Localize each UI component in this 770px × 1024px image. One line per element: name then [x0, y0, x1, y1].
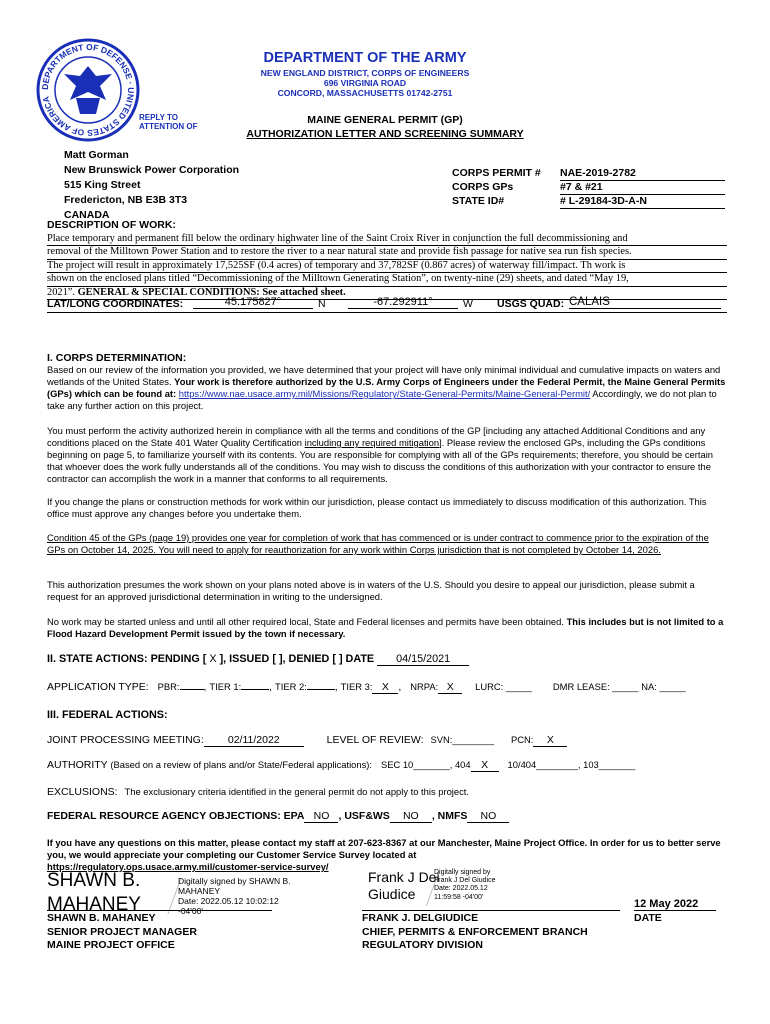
digital-signature-delgiudice: Digitally signed by Frank J Del Giudice Date: 2022.05.12 11:59:58 -04'00'	[434, 869, 496, 901]
determination-para3: If you change the plans or construction methods for work within our jurisdiction, please contact us immediately to discuss modification of this authorization. This office must approve any changes before you undertake them.	[47, 496, 707, 519]
gp-link[interactable]: https://www.nae.usace.army.mil/Missions/Regulatory/State-General-Permits/Maine-General-Permit/	[178, 388, 591, 399]
signer1-block: SHAWN B. MAHANEY SENIOR PROJECT MANAGER MAINE PROJECT OFFICE	[47, 912, 197, 951]
contact-para: If you have any questions on this matter, please contact my staff at 207-623-8367 at our Manchester, Maine Project Office. In order for us to better serve you, we would appreciate your completing our Customer Service Survey located at https://regulatory.ops.usace.army.mil/customer-service-survey/	[47, 837, 721, 872]
corps-determination-heading: I. CORPS DETERMINATION:	[47, 352, 187, 364]
nrpa-mark: X	[438, 681, 462, 694]
pending-mark: X	[209, 653, 217, 665]
description-heading: DESCRIPTION OF WORK:	[47, 219, 176, 231]
permit-number: NAE-2019-2782	[560, 167, 725, 181]
agency-objections-row: FEDERAL RESOURCE AGENCY OBJECTIONS: EPA NO , USF&WS NO , NMFS NO	[47, 810, 509, 823]
determination-para2: You must perform the activity authorized herein in compliance with all the terms and conditions of the GP [including any attached Additional Conditions and any conditions placed on the State 401 Water Quality Certification including any required mitigation]. Please review the enclosed GPs, including the GPs conditions beginning on page 5, to familiarize yourself with its contents. You are responsible for complying with all of the GPs requirements; therefore, you should be certain that whoever does the work fully understands all of the conditions. You may wish to discuss the conditions of this authorization with your contractor to ensure the contractor can accomplish the work in a manner that conforms to all requirements.	[47, 425, 713, 484]
federal-actions-heading: III. FEDERAL ACTIONS:	[47, 709, 168, 721]
recipient-country: CANADA	[64, 209, 110, 221]
quad-value: CALAIS	[569, 296, 721, 309]
tier3-mark: X	[372, 681, 398, 694]
recipient-block	[64, 148, 239, 223]
determination-para5: This authorization presumes the work shown on your plans noted above is in waters of the U.S. Should you desire to appeal our jurisdiction, please submit a request for an approved jurisdictional determination in writing to the undersigned.	[47, 579, 695, 602]
sec404-mark: X	[471, 759, 499, 772]
title-line1: MAINE GENERAL PERMIT (GP)	[307, 114, 463, 126]
determination-para1: Based on our review of the information you provided, we have determined that your project will have only minimal individual and cumulative impacts on waters and wetlands of the United States. Your work is therefore authorized by the U.S. Army Corps of Engineers under the Federal Permit, the Maine General Permits (GPs) which can be found at: https://www.nae.usace.army.mil/Missions/Regulatory/State-General-Permits/Maine-General-Permit/ Accordingly, we do not plan to take any further action on this project.	[47, 364, 726, 411]
state-date: 04/15/2021	[377, 653, 469, 666]
exclusions-row: EXCLUSIONS: The exclusionary criteria identified in the general permit do not apply to this project.	[47, 786, 469, 798]
coords-label: LAT/LONG COORDINATES:	[47, 298, 184, 310]
dod-seal	[36, 38, 140, 142]
city-line: CONCORD, MASSACHUSETTS 01742-2751	[277, 88, 453, 98]
jpm-date: 02/11/2022	[204, 734, 304, 747]
street-line: 696 VIRGINIA ROAD	[323, 78, 407, 88]
recipient-name: Matt Gorman	[64, 149, 129, 161]
dept-heading: DEPARTMENT OF THE ARMY	[263, 50, 467, 66]
longitude-value: -67.292911°	[348, 296, 458, 309]
reply-to: REPLY TO ATTENTION OF	[139, 113, 198, 131]
digital-signature-mahaney: Digitally signed by SHAWN B. MAHANEY Date: 2022.05.12 10:02:12 -04'00'	[178, 876, 291, 916]
state-id: # L-29184-3D-A-N	[560, 195, 725, 209]
signer2-block: FRANK J. DELGIUDICE CHIEF, PERMITS & ENFORCEMENT BRANCH REGULATORY DIVISION	[362, 912, 588, 951]
date-label: DATE	[634, 912, 662, 924]
svg-text:DEPARTMENT OF DEFENSE · UNITED: DEPARTMENT OF DEFENSE · UNITED STATES OF AMERICA	[39, 41, 137, 139]
jpm-row: JOINT PROCESSING MEETING: 02/11/2022 LEVEL OF REVIEW: SVN:________ PCN: X	[47, 734, 567, 747]
gps-number: #7 & #21	[560, 181, 725, 195]
title-line2: AUTHORIZATION LETTER AND SCREENING SUMMARY	[246, 128, 524, 140]
authority-row: AUTHORITY (Based on a review of plans and/or State/Federal applications): SEC 10_______, 404 X 10/404________, 103_______	[47, 759, 636, 771]
determination-para4: Condition 45 of the GPs (page 19) provides one year for completion of work that has commenced or is under contract to commence prior to the expiration of the GPs on October 14, 2025. You will need to apply for reauthorization for any work within Corps jurisdiction that is not completed by October 14, 2026.	[47, 532, 709, 555]
long-dir: W	[463, 298, 473, 310]
survey-link[interactable]: https://regulatory.ops.usace.army.mil/customer-service-survey/	[47, 861, 329, 872]
description-text: Place temporary and permanent fill below the ordinary highwater line of the Saint Croix River in conjunction the full decommissioning and removal of the Milltown Power Station and to restore the river to a near natural state and provide fish passage for native sea run fish species. The project will result in approximately 17,525SF (0.4 acres) of temporary and 37,782SF (0.867 acres) of waterway fill/impact. Th work is shown on the enclosed plans titled “Decommissioning of the Milltown Generating Station”, on twenty-nine (29) sheets, and dated “May 19, 2021”. GENERAL & SPECIAL CONDITIONS: See attached sheet.	[47, 233, 727, 313]
state-actions-row: II. STATE ACTIONS: PENDING [ X ], ISSUED [ ], DENIED [ ] DATE 04/15/2021	[47, 653, 469, 666]
permit-block: CORPS PERMIT # NAE-2019-2782 CORPS GPs #7 & #21 STATE ID# # L-29184-3D-A-N	[452, 167, 725, 209]
recipient-company: New Brunswick Power Corporation	[64, 164, 240, 176]
nmfs-value: NO	[467, 810, 509, 823]
recipient-street: 515 King Street	[64, 179, 141, 191]
application-type-row: APPLICATION TYPE: PBR: , TIER 1: , TIER 2: , TIER 3: X , NRPA: X LURC: _____ DMR LEASE: _____ NA: _____	[47, 681, 686, 693]
signature-date: 12 May 2022	[634, 898, 716, 911]
pcn-mark: X	[533, 734, 567, 747]
recipient-city: Fredericton, NB E3B 3T3	[64, 194, 188, 206]
determination-para6: No work may be started unless and until all other required local, State and Federal licenses and permits have been obtained. This includes but is not limited to a Flood Hazard Development Permit issued by the town if necessary.	[47, 616, 724, 639]
signature-delgiudice: Frank J Del Giudice	[368, 869, 440, 902]
district-line: NEW ENGLAND DISTRICT, CORPS OF ENGINEERS	[260, 68, 470, 78]
quad-label: USGS QUAD:	[497, 298, 565, 310]
signature-line-2	[362, 910, 620, 911]
latitude-value: 45.175827°	[193, 296, 313, 309]
epa-value: NO	[304, 810, 338, 823]
lat-dir: N	[318, 298, 326, 310]
signature-mahaney: SHAWN B. MAHANEY	[47, 870, 141, 915]
signature-line-1	[47, 910, 272, 911]
usfws-value: NO	[390, 810, 432, 823]
